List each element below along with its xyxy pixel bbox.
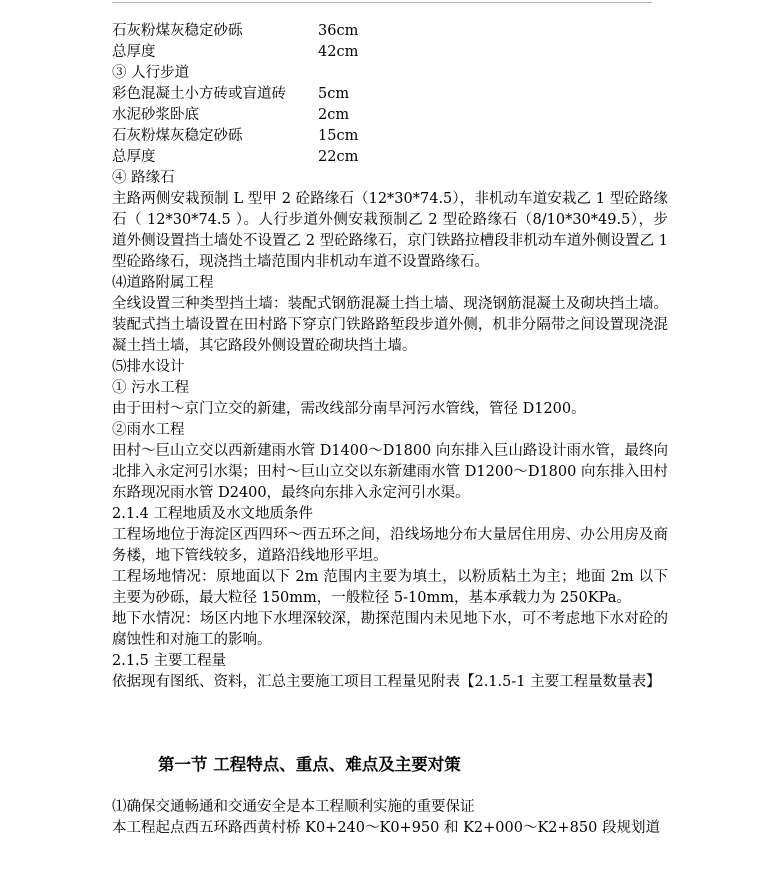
document-body [112,21,668,839]
header-rule [112,2,652,3]
layer-name: 总厚度 [112,44,156,60]
section-title: 第一节 工程特点、重点、难点及主要对策 [158,755,461,774]
layer-row [112,126,668,147]
layer-thickness: 5cm [318,86,350,102]
heading-ancillary: ⑷道路附属工程 [112,275,214,291]
layer-name: 彩色混凝土小方砖或盲道砖 [112,86,286,102]
layer-thickness: 15cm [318,128,359,144]
paragraph-stormwater: 田村～巨山立交以西新建雨水管 D1400～D1800 向东排入巨山路设计雨水管，最终向北排入永定河引水渠；田村～巨山立交以东新建雨水管 D1200～D1800 向东排入田村东路现况雨水管 D2400，最终向东排入永定河引水渠。 [112,443,668,501]
layer-row [112,84,668,105]
layer-row [112,21,668,42]
heading-geology: 2.1.4 工程地质及水文地质条件 [112,506,314,522]
paragraph-groundwater: 地下水情况：场区内地下水埋深较深，勘探范围内未见地下水，可不考虑地下水对砼的腐蚀性和对施工的影响。 [112,611,668,648]
layer-name: 总厚度 [112,149,156,165]
layer-name: 石灰粉煤灰稳定砂砾 [112,23,243,39]
heading-curb: ④ 路缘石 [112,170,175,186]
layer-thickness: 42cm [318,44,359,60]
paragraph-start-point: 本工程起点西五环路西黄村桥 K0+240～K0+950 和 K2+000～K2+850 段规划道 [112,820,660,836]
heading-stormwater: ②雨水工程 [112,422,185,438]
paragraph-site-soil: 工程场地情况：原地面以下 2m 范围内主要为填土，以粉质粘土为主；地面 2m 以下主要为砂砾，最大粒径 150mm，一般粒径 5-10mm，基本承载力为 250KPa。 [112,569,668,606]
paragraph-curb: 主路两侧安栽预制 L 型甲 2 砼路缘石（12*30*74.5），非机动车道安栽乙 1 型砼路缘石（ 12*30*74.5 ）。人行步道外侧安栽预制乙 2 型砼路缘石（8/10*30*49.5），步道外侧设置挡土墙处不设置乙 2 型砼路缘石，京门铁路拉槽段非机动车道外侧设置乙 1 型砼路缘石，现浇挡土墙范围内非机动车道不设置路缘石。 [112,191,668,270]
paragraph-quantities: 依据现有图纸、资料，汇总主要施工项目工程量见附表【2.1.5-1 主要工程量数量表】 [112,674,661,690]
paragraph-sewage: 由于田村～京门立交的新建，需改线部分南旱河污水管线，管径 D1200。 [112,401,586,417]
layer-thickness: 36cm [318,23,359,39]
layer-name: 石灰粉煤灰稳定砂砾 [112,128,243,144]
spacer [112,777,668,797]
layer-thickness: 2cm [318,107,350,123]
heading-quantities: 2.1.5 主要工程量 [112,653,227,669]
heading-drainage: ⑸排水设计 [112,359,185,375]
layer-thickness: 22cm [318,149,359,165]
heading-sewage: ① 污水工程 [112,380,190,396]
layer-row [112,105,668,126]
paragraph-retaining-wall: 全线设置三种类型挡土墙：装配式钢筋混凝土挡土墙、现浇钢筋混凝土及砌块挡土墙。装配式挡土墙设置在田村路下穿京门铁路路堑段步道外侧，机非分隔带之间设置现浇混凝土挡土墙，其它路段外侧设置砼砌块挡土墙。 [112,296,668,354]
layer-row [112,42,668,63]
heading-walkway: ③ 人行步道 [112,65,190,81]
spacer [112,693,668,753]
paragraph-site-location: 工程场地位于海淀区西四环～西五环之间，沿线场地分布大量居住用房、办公用房及商务楼，地下管线较多，道路沿线地形平坦。 [112,527,668,564]
list-item-traffic: ⑴确保交通畅通和交通安全是本工程顺利实施的重要保证 [112,799,475,815]
layer-name: 水泥砂浆卧底 [112,107,199,123]
layer-row [112,147,668,168]
